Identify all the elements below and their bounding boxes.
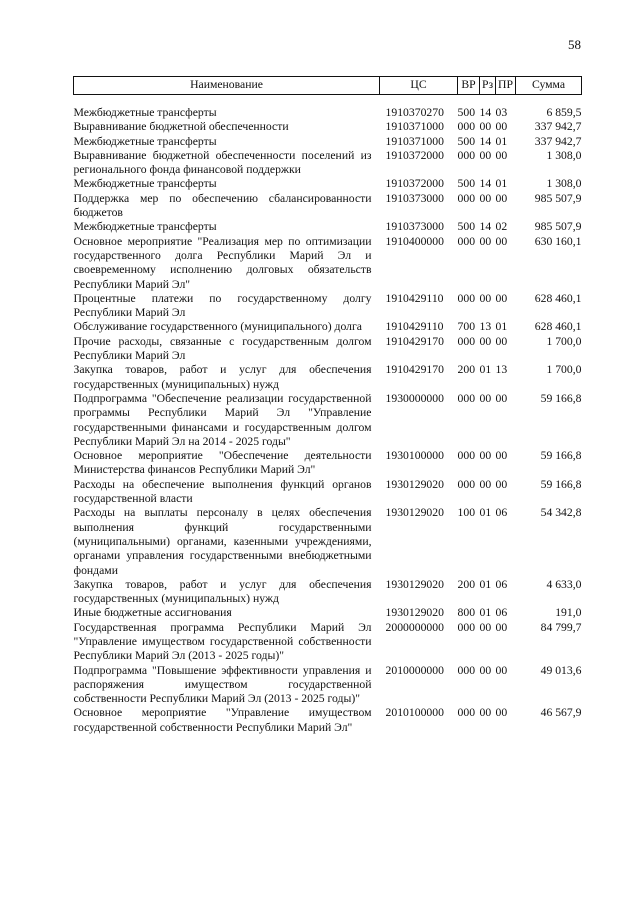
cell-rz: 00	[479, 706, 492, 720]
cell-cs: 1910372000	[385, 177, 444, 191]
cell-vr: 000	[457, 334, 476, 348]
cell-rz: 01	[479, 363, 492, 377]
table-header-row	[74, 77, 582, 95]
cell-vr: 000	[457, 663, 476, 677]
cell-rz: 00	[479, 449, 492, 463]
table-row	[74, 606, 582, 620]
cell-vr: 800	[457, 606, 476, 620]
cell-rz: 00	[479, 477, 492, 491]
cell-name: Межбюджетные трансферты	[73, 177, 217, 191]
table-row	[74, 149, 582, 178]
cell-pr: 13	[495, 363, 508, 377]
cell-pr: 00	[495, 191, 508, 205]
table-row	[74, 120, 582, 134]
cell-sum: 191,0	[555, 606, 582, 620]
cell-vr: 500	[457, 134, 476, 148]
cell-name: Поддержка мер по обеспечению сбалансированности бюджетов	[73, 191, 372, 220]
cell-pr: 01	[495, 134, 508, 148]
cell-vr: 500	[457, 177, 476, 191]
cell-rz: 00	[479, 620, 492, 634]
cell-pr: 06	[495, 506, 508, 520]
cell-cs: 1930000000	[385, 391, 444, 405]
cell-sum: 628 460,1	[534, 291, 582, 305]
cell-sum: 46 567,9	[540, 706, 582, 720]
cell-cs: 1910371000	[385, 120, 444, 134]
cell-name: Основное мероприятие "Реализация мер по оптимизации государственного долга Республики Марий Эл и своевременному исполнению долговых обязательств Республики Марий Эл"	[73, 234, 372, 291]
cell-cs: 1910373000	[385, 191, 444, 205]
cell-cs: 1910373000	[385, 220, 444, 234]
cell-pr: 00	[495, 120, 508, 134]
cell-pr: 06	[495, 577, 508, 591]
table-row	[74, 220, 582, 234]
table-row	[74, 192, 582, 221]
table-row	[74, 292, 582, 321]
cell-cs: 1910429170	[385, 363, 444, 377]
cell-cs: 1930100000	[385, 449, 444, 463]
cell-sum: 1 308,0	[546, 177, 582, 191]
cell-name: Межбюджетные трансферты	[73, 106, 217, 119]
cell-rz: 00	[479, 663, 492, 677]
cell-rz: 13	[479, 320, 492, 334]
cell-sum: 59 166,8	[540, 391, 582, 405]
cell-vr: 000	[457, 706, 476, 720]
cell-cs: 1910370270	[385, 106, 444, 119]
cell-name: Расходы на выплаты персоналу в целях обеспечения выполнения функций государственными (муниципальными) органами, казенными учреждениями, органами управления государственными внебюджетными фондами	[73, 506, 372, 577]
cell-pr: 02	[495, 220, 508, 234]
cell-name: Расходы на обеспечение выполнения функций органов государственной власти	[73, 477, 372, 506]
header-name: Наименование	[74, 77, 380, 95]
cell-name: Подпрограмма "Обеспечение реализации государственной программы Республики Марий Эл "Управление государственными финансами и государственным долгом Республики Марий Эл на 2014 - 2025 годы"	[73, 391, 372, 448]
cell-vr: 000	[457, 449, 476, 463]
cell-rz: 01	[479, 506, 492, 520]
cell-pr: 00	[495, 334, 508, 348]
cell-cs: 2010000000	[385, 663, 444, 677]
cell-vr: 200	[457, 363, 476, 377]
cell-pr: 00	[495, 391, 508, 405]
cell-sum: 59 166,8	[540, 449, 582, 463]
cell-pr: 06	[495, 606, 508, 620]
header-rz: Рз	[480, 77, 496, 95]
table-row	[74, 621, 582, 664]
cell-name: Выравнивание бюджетной обеспеченности поселений из регионального фонда финансовой поддержки	[73, 148, 372, 177]
cell-cs: 1930129020	[385, 477, 444, 491]
cell-rz: 14	[479, 220, 492, 234]
cell-name: Прочие расходы, связанные с государственным долгом Республики Марий Эл	[73, 334, 372, 363]
cell-sum: 84 799,7	[540, 620, 582, 634]
table-row	[74, 363, 582, 392]
cell-pr: 01	[495, 320, 508, 334]
cell-rz: 00	[479, 334, 492, 348]
header-vr: ВР	[458, 77, 480, 95]
cell-sum: 4 633,0	[546, 577, 582, 591]
cell-vr: 000	[457, 234, 476, 248]
cell-name: Иные бюджетные ассигнования	[73, 606, 232, 620]
cell-name: Обслуживание государственного (муниципального) долга	[73, 320, 362, 334]
table-row	[74, 506, 582, 577]
cell-sum: 630 160,1	[534, 234, 582, 248]
cell-sum: 1 700,0	[546, 334, 582, 348]
cell-vr: 500	[457, 106, 476, 119]
cell-cs: 1930129020	[385, 577, 444, 591]
table-row	[74, 335, 582, 364]
cell-sum: 1 700,0	[546, 363, 582, 377]
table-row	[74, 177, 582, 191]
cell-sum: 59 166,8	[540, 477, 582, 491]
header-pr: ПР	[496, 77, 516, 95]
header-cs: ЦС	[380, 77, 458, 95]
budget-table	[73, 76, 582, 735]
cell-rz: 14	[479, 177, 492, 191]
cell-name: Закупка товаров, работ и услуг для обеспечения государственных (муниципальных) нужд	[73, 363, 372, 391]
cell-cs: 1910371000	[385, 134, 444, 148]
cell-pr: 00	[495, 291, 508, 305]
cell-pr: 01	[495, 177, 508, 191]
cell-name: Процентные платежи по государственному долгу Республики Марий Эл	[73, 291, 372, 320]
cell-sum: 628 460,1	[534, 320, 582, 334]
cell-sum: 337 942,7	[534, 134, 582, 148]
cell-name: Государственная программа Республики Марий Эл "Управление имуществом государственной собственности Республики Марий Эл (2013 - 2025 годы)"	[73, 620, 372, 663]
cell-rz: 00	[479, 391, 492, 405]
cell-pr: 00	[495, 234, 508, 248]
cell-rz: 00	[479, 191, 492, 205]
cell-cs: 2000000000	[385, 620, 444, 634]
cell-rz: 00	[479, 234, 492, 248]
cell-rz: 00	[479, 291, 492, 305]
cell-rz: 14	[479, 106, 492, 119]
cell-rz: 00	[479, 148, 492, 162]
header-sum: Сумма	[516, 77, 582, 95]
page-number: 58	[568, 37, 581, 52]
table-row	[74, 706, 582, 735]
cell-sum: 54 342,8	[540, 506, 582, 520]
cell-cs: 1930129020	[385, 506, 444, 520]
table-row	[74, 478, 582, 507]
table-row	[74, 235, 582, 292]
cell-vr: 000	[457, 391, 476, 405]
table-body	[74, 95, 582, 736]
cell-sum: 337 942,7	[534, 120, 582, 134]
cell-name: Межбюджетные трансферты	[73, 220, 217, 234]
cell-vr: 200	[457, 577, 476, 591]
cell-name: Подпрограмма "Повышение эффективности управления и распоряжения имуществом государственной собственности Республики Марий Эл (2013 - 2025 годы)"	[73, 663, 372, 706]
cell-pr: 00	[495, 449, 508, 463]
cell-pr: 00	[495, 148, 508, 162]
cell-cs: 2010100000	[385, 706, 444, 720]
cell-name: Закупка товаров, работ и услуг для обеспечения государственных (муниципальных) нужд	[73, 577, 372, 606]
table-row	[74, 449, 582, 478]
cell-cs: 1910400000	[385, 234, 444, 248]
cell-vr: 000	[457, 148, 476, 162]
cell-sum: 985 507,9	[534, 220, 582, 234]
cell-sum: 1 308,0	[546, 148, 582, 162]
cell-vr: 100	[457, 506, 476, 520]
cell-rz: 01	[479, 606, 492, 620]
table-row	[74, 392, 582, 449]
cell-vr: 000	[457, 620, 476, 634]
cell-sum: 49 013,6	[540, 663, 582, 677]
table-row	[74, 578, 582, 607]
table-row	[74, 95, 582, 121]
cell-pr: 03	[495, 106, 508, 119]
cell-cs: 1930129020	[385, 606, 444, 620]
cell-rz: 01	[479, 577, 492, 591]
cell-cs: 1910429110	[385, 320, 444, 334]
table-row	[74, 320, 582, 334]
table-row	[74, 664, 582, 707]
cell-name: Выравнивание бюджетной обеспеченности	[73, 120, 289, 134]
cell-pr: 00	[495, 620, 508, 634]
cell-name: Основное мероприятие "Обеспечение деятельности Министерства финансов Республики Марий Эл"	[73, 449, 372, 477]
cell-vr: 000	[457, 477, 476, 491]
cell-pr: 00	[495, 477, 508, 491]
cell-cs: 1910429110	[385, 291, 444, 305]
cell-name: Межбюджетные трансферты	[73, 134, 217, 148]
cell-pr: 00	[495, 663, 508, 677]
cell-vr: 700	[457, 320, 476, 334]
cell-vr: 000	[457, 291, 476, 305]
cell-cs: 1910372000	[385, 148, 444, 162]
cell-vr: 500	[457, 220, 476, 234]
cell-vr: 000	[457, 120, 476, 134]
cell-rz: 00	[479, 120, 492, 134]
cell-cs: 1910429170	[385, 334, 444, 348]
cell-sum: 6 859,5	[546, 106, 582, 119]
cell-vr: 000	[457, 191, 476, 205]
cell-sum: 985 507,9	[534, 191, 582, 205]
table-row	[74, 135, 582, 149]
cell-name: Основное мероприятие "Управление имуществом государственной собственности Республики Марий Эл"	[73, 706, 372, 734]
cell-rz: 14	[479, 134, 492, 148]
cell-pr: 00	[495, 706, 508, 720]
